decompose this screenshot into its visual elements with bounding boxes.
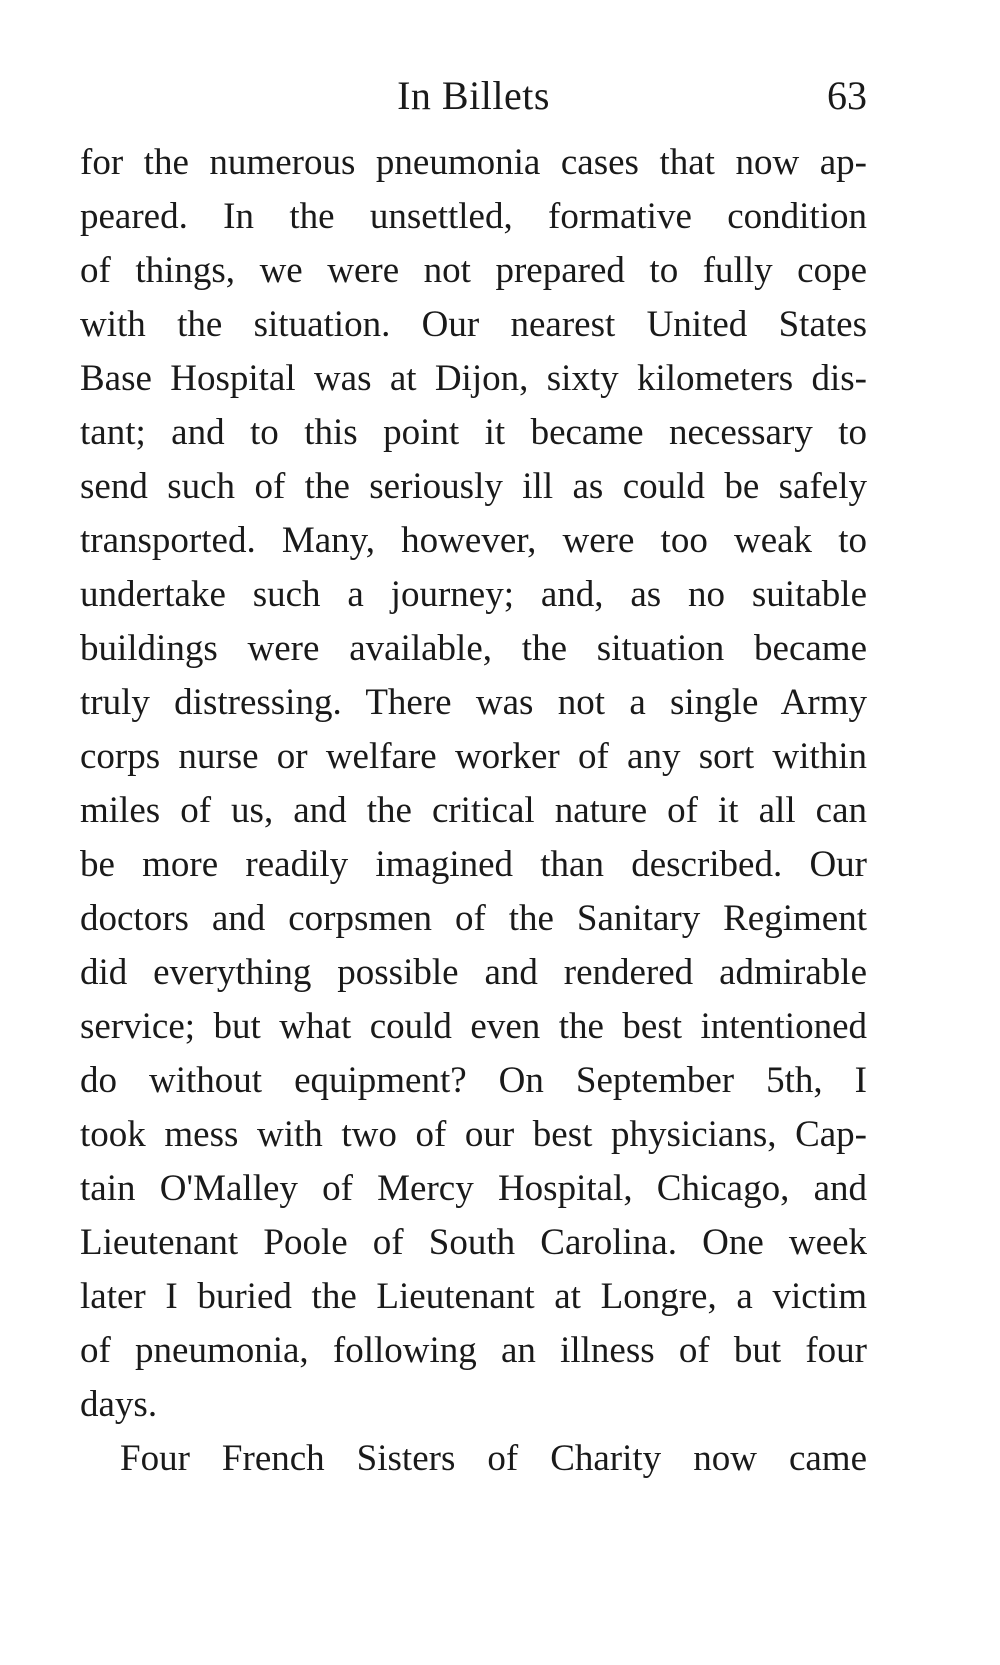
text-line: Lieutenant Poole of South Carolina. One week <box>80 1222 867 1263</box>
text-line: miles of us, and the critical nature of it all can <box>80 790 867 831</box>
text-line: took mess with two of our best physicians, Cap- <box>80 1114 867 1155</box>
running-head <box>80 66 867 126</box>
text-line: do without equipment? On September 5th, I <box>80 1060 867 1101</box>
text-line: with the situation. Our nearest United States <box>80 304 867 345</box>
body-text <box>80 136 867 1486</box>
text-line: doctors and corpsmen of the Sanitary Regiment <box>80 898 867 939</box>
text-line: be more readily imagined than described. Our <box>80 844 867 885</box>
paragraph-start-line: Four French Sisters of Charity now came <box>120 1438 867 1479</box>
text-line: did everything possible and rendered admirable <box>80 952 867 993</box>
text-line: send such of the seriously ill as could be safely <box>80 466 867 507</box>
text-line: truly distressing. There was not a single Army <box>80 682 867 723</box>
text-line: corps nurse or welfare worker of any sort within <box>80 736 867 777</box>
text-line: buildings were available, the situation became <box>80 628 867 669</box>
page-title: In Billets <box>397 73 550 118</box>
text-line: later I buried the Lieutenant at Longre, a victim <box>80 1276 867 1317</box>
text-line: tant; and to this point it became necessary to <box>80 412 867 453</box>
text-line: of pneumonia, following an illness of but four <box>80 1330 867 1371</box>
paragraph-end-line: days. <box>80 1384 158 1425</box>
text-line: transported. Many, however, were too weak to <box>80 520 867 561</box>
text-line: for the numerous pneumonia cases that now ap- <box>80 142 867 183</box>
text-line: tain O'Malley of Mercy Hospital, Chicago, and <box>80 1168 867 1209</box>
text-line: of things, we were not prepared to fully cope <box>80 250 867 291</box>
text-line: peared. In the unsettled, formative condition <box>80 196 867 237</box>
page-number: 63 <box>827 73 867 118</box>
text-line: service; but what could even the best intentioned <box>80 1006 867 1047</box>
text-line: Base Hospital was at Dijon, sixty kilometers dis- <box>80 358 867 399</box>
text-line: undertake such a journey; and, as no suitable <box>80 574 867 615</box>
